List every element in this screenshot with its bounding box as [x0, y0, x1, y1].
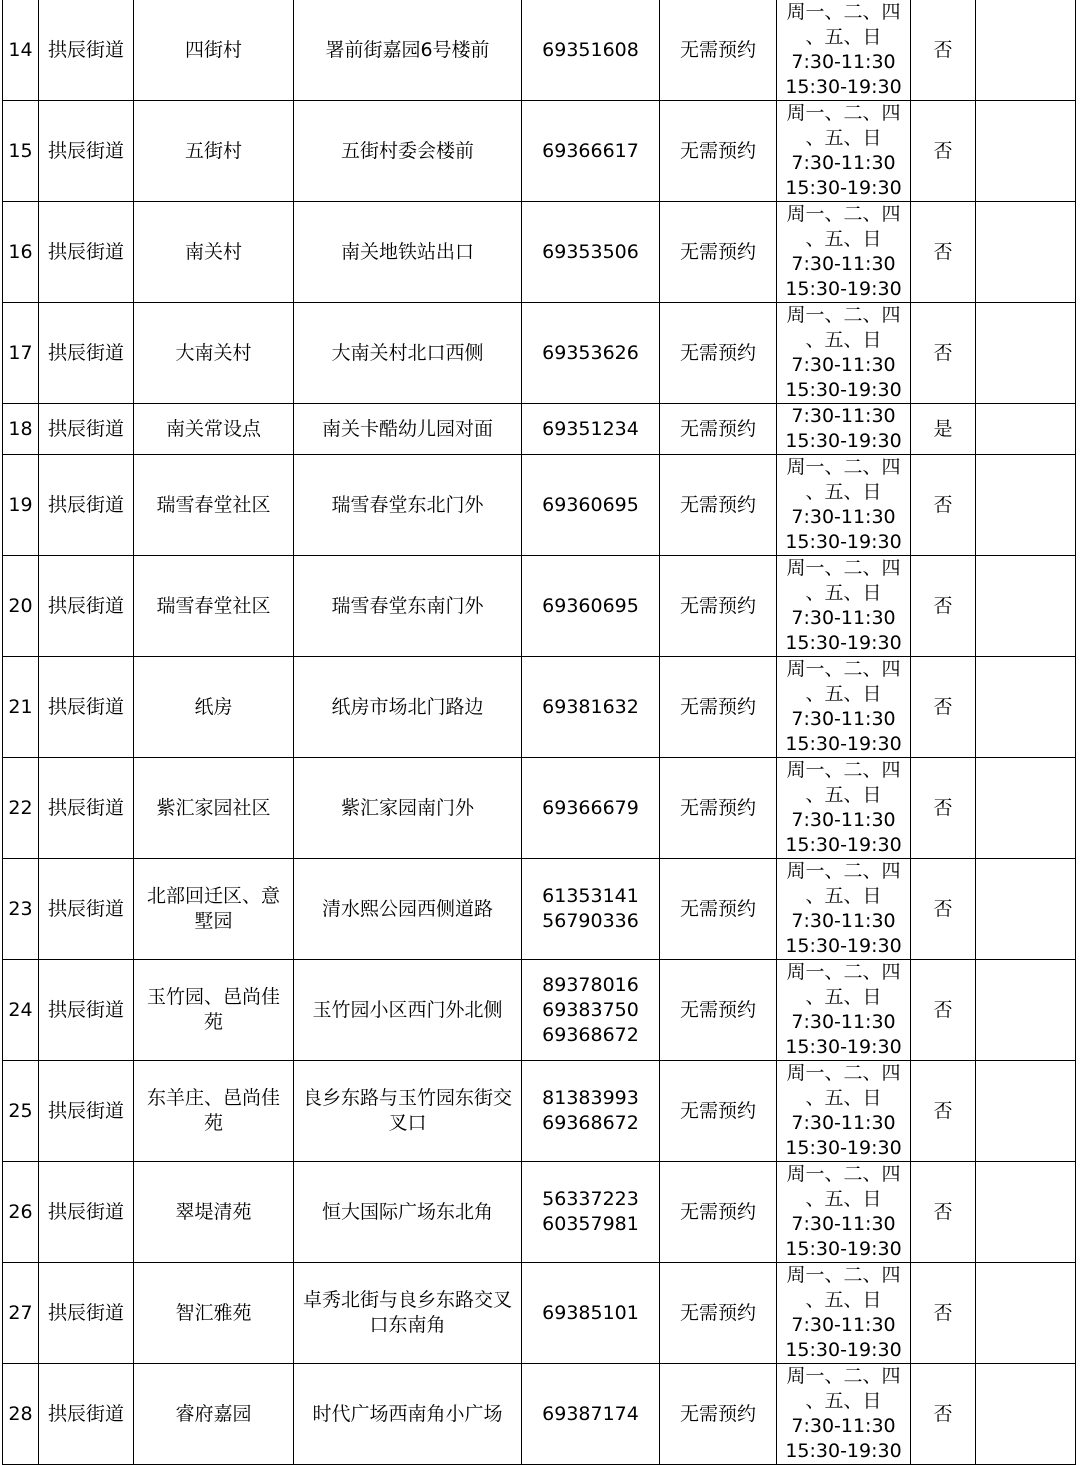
phone-cell-line: 69385101 — [542, 1301, 639, 1324]
phone-cell — [522, 0, 660, 101]
hours-cell — [777, 455, 911, 556]
phone-cell-line: 69366617 — [542, 139, 639, 162]
phone-cell — [522, 455, 660, 556]
hours-cell — [777, 101, 911, 202]
hours-cell-line: 7:30-11:30 — [791, 1415, 896, 1437]
phone-cell — [522, 556, 660, 657]
street-cell: 拱辰街道 — [39, 859, 134, 960]
phone-cell — [522, 202, 660, 303]
location-cell: 署前街嘉园6号楼前 — [294, 0, 522, 101]
row-number: 21 — [3, 657, 39, 758]
note-cell — [976, 455, 1076, 556]
hours-cell-line: 周一、二、四 — [786, 1163, 901, 1185]
street-cell: 拱辰街道 — [39, 556, 134, 657]
phone-cell-line: 61353141 — [542, 885, 639, 907]
hours-cell-line: 、五、日 — [805, 481, 882, 503]
hours-cell — [777, 1364, 911, 1465]
flag-cell: 否 — [911, 303, 976, 404]
community-cell: 瑞雪春堂社区 — [134, 455, 294, 556]
location-cell: 清水熙公园西侧道路 — [294, 859, 522, 960]
phone-cell-line: 69383750 — [542, 998, 639, 1021]
appointment-cell: 无需预约 — [660, 1364, 777, 1465]
hours-cell-line: 、五、日 — [805, 127, 882, 149]
community-cell: 瑞雪春堂社区 — [134, 556, 294, 657]
phone-cell-line: 69351608 — [542, 38, 639, 61]
location-cell: 五街村委会楼前 — [294, 101, 522, 202]
street-cell: 拱辰街道 — [39, 202, 134, 303]
table-row — [3, 1364, 1076, 1465]
row-number: 20 — [3, 556, 39, 657]
phone-cell-line: 69366679 — [542, 796, 639, 819]
table-row — [3, 1263, 1076, 1364]
flag-cell: 否 — [911, 455, 976, 556]
hours-cell-line: 7:30-11:30 — [791, 1213, 896, 1235]
hours-cell-line: 7:30-11:30 — [791, 51, 896, 73]
hours-cell-line: 7:30-11:30 — [791, 152, 896, 174]
community-cell: 南关常设点 — [134, 404, 294, 455]
flag-cell: 否 — [911, 1364, 976, 1465]
hours-cell-line: 周一、二、四 — [786, 557, 901, 579]
hours-cell-line: 7:30-11:30 — [791, 1112, 896, 1134]
row-number: 15 — [3, 101, 39, 202]
street-cell: 拱辰街道 — [39, 0, 134, 101]
table-row — [3, 1061, 1076, 1162]
phone-cell — [522, 404, 660, 455]
hours-cell-line: 7:30-11:30 — [791, 1011, 896, 1033]
phone-cell-line: 60357981 — [542, 1213, 639, 1235]
flag-cell: 否 — [911, 1162, 976, 1263]
hours-cell-line: 、五、日 — [805, 26, 882, 48]
hours-cell — [777, 303, 911, 404]
street-cell: 拱辰街道 — [39, 1364, 134, 1465]
hours-cell-line: 、五、日 — [805, 582, 882, 604]
hours-cell-line: 周一、二、四 — [786, 961, 901, 983]
community-cell: 大南关村 — [134, 303, 294, 404]
hours-cell-line: 7:30-11:30 — [791, 708, 896, 730]
phone-cell-line: 69381632 — [542, 695, 639, 718]
sites-table — [2, 0, 1076, 1465]
hours-cell-line: 周一、二、四 — [786, 1, 901, 23]
street-cell: 拱辰街道 — [39, 657, 134, 758]
phone-cell — [522, 1364, 660, 1465]
table-row — [3, 202, 1076, 303]
hours-cell-line: 、五、日 — [805, 329, 882, 351]
note-cell — [976, 202, 1076, 303]
row-number: 24 — [3, 960, 39, 1061]
appointment-cell: 无需预约 — [660, 960, 777, 1061]
location-cell: 南关卡酷幼儿园对面 — [294, 404, 522, 455]
location-cell: 良乡东路与玉竹园东街交叉口 — [294, 1061, 522, 1162]
row-number: 27 — [3, 1263, 39, 1364]
hours-cell — [777, 1061, 911, 1162]
hours-cell — [777, 1162, 911, 1263]
hours-cell-line: 周一、二、四 — [786, 759, 901, 781]
appointment-cell: 无需预约 — [660, 1162, 777, 1263]
hours-cell-line: 15:30-19:30 — [785, 1238, 902, 1260]
hours-cell-line: 15:30-19:30 — [785, 1440, 902, 1462]
hours-cell-line: 15:30-19:30 — [785, 379, 902, 401]
phone-cell-line: 69351234 — [542, 417, 639, 440]
location-cell: 南关地铁站出口 — [294, 202, 522, 303]
hours-cell-line: 15:30-19:30 — [785, 177, 902, 199]
hours-cell-line: 、五、日 — [805, 986, 882, 1008]
community-cell: 东羊庄、邑尚佳苑 — [134, 1061, 294, 1162]
hours-cell-line: 周一、二、四 — [786, 203, 901, 225]
phone-cell-line: 69360695 — [542, 493, 639, 516]
hours-cell-line: 15:30-19:30 — [785, 935, 902, 957]
hours-cell-line: 、五、日 — [805, 1289, 882, 1311]
street-cell: 拱辰街道 — [39, 1162, 134, 1263]
note-cell — [976, 404, 1076, 455]
phone-cell-line: 56790336 — [542, 910, 639, 932]
appointment-cell: 无需预约 — [660, 303, 777, 404]
appointment-cell: 无需预约 — [660, 101, 777, 202]
appointment-cell: 无需预约 — [660, 404, 777, 455]
phone-cell — [522, 101, 660, 202]
appointment-cell: 无需预约 — [660, 657, 777, 758]
hours-cell-line: 、五、日 — [805, 1087, 882, 1109]
hours-cell-line: 15:30-19:30 — [785, 733, 902, 755]
appointment-cell: 无需预约 — [660, 758, 777, 859]
hours-cell — [777, 657, 911, 758]
note-cell — [976, 859, 1076, 960]
row-number: 17 — [3, 303, 39, 404]
note-cell — [976, 556, 1076, 657]
phone-cell — [522, 1263, 660, 1364]
note-cell — [976, 960, 1076, 1061]
hours-cell-line: 7:30-11:30 — [791, 506, 896, 528]
community-cell: 睿府嘉园 — [134, 1364, 294, 1465]
table-row — [3, 758, 1076, 859]
phone-cell-line: 69387174 — [542, 1402, 639, 1425]
street-cell: 拱辰街道 — [39, 1263, 134, 1364]
community-cell: 智汇雅苑 — [134, 1263, 294, 1364]
location-cell: 瑞雪春堂东北门外 — [294, 455, 522, 556]
phone-cell-line: 69353506 — [542, 240, 639, 263]
hours-cell-line: 7:30-11:30 — [791, 809, 896, 831]
phone-cell — [522, 960, 660, 1061]
table-row — [3, 303, 1076, 404]
hours-cell-line: 15:30-19:30 — [785, 1339, 902, 1361]
hours-cell-line: 、五、日 — [805, 228, 882, 250]
flag-cell: 是 — [911, 404, 976, 455]
appointment-cell: 无需预约 — [660, 556, 777, 657]
table-body — [3, 0, 1076, 1465]
row-number: 18 — [3, 404, 39, 455]
hours-cell-line: 周一、二、四 — [786, 1365, 901, 1387]
row-number: 16 — [3, 202, 39, 303]
hours-cell-line: 15:30-19:30 — [785, 632, 902, 654]
phone-cell — [522, 859, 660, 960]
hours-cell-line: 15:30-19:30 — [785, 1137, 902, 1159]
flag-cell: 否 — [911, 0, 976, 101]
community-cell: 纸房 — [134, 657, 294, 758]
phone-cell-line: 69353626 — [542, 341, 639, 364]
hours-cell — [777, 1263, 911, 1364]
phone-cell-line: 89378016 — [542, 973, 639, 996]
flag-cell: 否 — [911, 202, 976, 303]
hours-cell-line: 、五、日 — [805, 1188, 882, 1210]
note-cell — [976, 0, 1076, 101]
appointment-cell: 无需预约 — [660, 455, 777, 556]
flag-cell: 否 — [911, 960, 976, 1061]
note-cell — [976, 758, 1076, 859]
row-number: 23 — [3, 859, 39, 960]
note-cell — [976, 1263, 1076, 1364]
hours-cell-line: 15:30-19:30 — [785, 531, 902, 553]
community-cell: 翠堤清苑 — [134, 1162, 294, 1263]
community-cell: 四街村 — [134, 0, 294, 101]
table-row — [3, 556, 1076, 657]
hours-cell — [777, 404, 911, 455]
hours-cell-line: 7:30-11:30 — [791, 253, 896, 275]
note-cell — [976, 657, 1076, 758]
appointment-cell: 无需预约 — [660, 859, 777, 960]
phone-cell-line: 69360695 — [542, 594, 639, 617]
hours-cell-line: 15:30-19:30 — [785, 76, 902, 98]
phone-cell — [522, 657, 660, 758]
appointment-cell: 无需预约 — [660, 1061, 777, 1162]
hours-cell-line: 周一、二、四 — [786, 304, 901, 326]
hours-cell-line: 7:30-11:30 — [791, 1314, 896, 1336]
street-cell: 拱辰街道 — [39, 455, 134, 556]
row-number: 26 — [3, 1162, 39, 1263]
phone-cell — [522, 1162, 660, 1263]
flag-cell: 否 — [911, 101, 976, 202]
flag-cell: 否 — [911, 1061, 976, 1162]
location-cell: 恒大国际广场东北角 — [294, 1162, 522, 1263]
hours-cell — [777, 0, 911, 101]
hours-cell-line: 周一、二、四 — [786, 102, 901, 124]
hours-cell-line: 15:30-19:30 — [785, 834, 902, 856]
phone-cell — [522, 1061, 660, 1162]
table-row — [3, 0, 1076, 101]
flag-cell: 否 — [911, 859, 976, 960]
location-cell: 瑞雪春堂东南门外 — [294, 556, 522, 657]
row-number: 19 — [3, 455, 39, 556]
street-cell: 拱辰街道 — [39, 1061, 134, 1162]
hours-cell-line: 周一、二、四 — [786, 658, 901, 680]
table-row — [3, 657, 1076, 758]
row-number: 14 — [3, 0, 39, 101]
appointment-cell: 无需预约 — [660, 1263, 777, 1364]
flag-cell: 否 — [911, 657, 976, 758]
note-cell — [976, 1162, 1076, 1263]
street-cell: 拱辰街道 — [39, 404, 134, 455]
hours-cell-line: 7:30-11:30 — [791, 354, 896, 376]
note-cell — [976, 101, 1076, 202]
row-number: 28 — [3, 1364, 39, 1465]
hours-cell — [777, 202, 911, 303]
phone-cell — [522, 303, 660, 404]
hours-cell — [777, 859, 911, 960]
phone-cell-line: 81383993 — [542, 1087, 639, 1109]
hours-cell-line: 周一、二、四 — [786, 456, 901, 478]
appointment-cell: 无需预约 — [660, 0, 777, 101]
phone-cell-line: 56337223 — [542, 1188, 639, 1210]
community-cell: 紫汇家园社区 — [134, 758, 294, 859]
hours-cell — [777, 960, 911, 1061]
table-row — [3, 101, 1076, 202]
street-cell: 拱辰街道 — [39, 303, 134, 404]
community-cell: 五街村 — [134, 101, 294, 202]
street-cell: 拱辰街道 — [39, 758, 134, 859]
location-cell: 玉竹园小区西门外北侧 — [294, 960, 522, 1061]
hours-cell-line: 周一、二、四 — [786, 1264, 901, 1286]
hours-cell-line: 、五、日 — [805, 885, 882, 907]
location-cell: 时代广场西南角小广场 — [294, 1364, 522, 1465]
community-cell: 北部回迁区、意墅园 — [134, 859, 294, 960]
table-row — [3, 960, 1076, 1061]
table-row — [3, 404, 1076, 455]
flag-cell: 否 — [911, 758, 976, 859]
hours-cell-line: 周一、二、四 — [786, 860, 901, 882]
appointment-cell: 无需预约 — [660, 202, 777, 303]
phone-cell — [522, 758, 660, 859]
table-row — [3, 455, 1076, 556]
hours-cell-line: 、五、日 — [805, 784, 882, 806]
hours-cell — [777, 758, 911, 859]
flag-cell: 否 — [911, 556, 976, 657]
hours-cell-line: 、五、日 — [805, 1390, 882, 1412]
hours-cell-line: 7:30-11:30 — [791, 607, 896, 629]
street-cell: 拱辰街道 — [39, 960, 134, 1061]
row-number: 25 — [3, 1061, 39, 1162]
phone-cell-line: 69368672 — [542, 1112, 639, 1134]
table-row — [3, 859, 1076, 960]
phone-cell-line: 69368672 — [542, 1023, 639, 1046]
hours-cell-line: 7:30-11:30 — [791, 405, 896, 427]
hours-cell-line: 、五、日 — [805, 683, 882, 705]
location-cell: 大南关村北口西侧 — [294, 303, 522, 404]
note-cell — [976, 1061, 1076, 1162]
row-number: 22 — [3, 758, 39, 859]
hours-cell-line: 周一、二、四 — [786, 1062, 901, 1084]
community-cell: 玉竹园、邑尚佳苑 — [134, 960, 294, 1061]
note-cell — [976, 303, 1076, 404]
street-cell: 拱辰街道 — [39, 101, 134, 202]
hours-cell-line: 7:30-11:30 — [791, 910, 896, 932]
hours-cell-line: 15:30-19:30 — [785, 430, 902, 452]
note-cell — [976, 1364, 1076, 1465]
community-cell: 南关村 — [134, 202, 294, 303]
hours-cell — [777, 556, 911, 657]
location-cell: 卓秀北街与良乡东路交叉口东南角 — [294, 1263, 522, 1364]
location-cell: 紫汇家园南门外 — [294, 758, 522, 859]
location-cell: 纸房市场北门路边 — [294, 657, 522, 758]
hours-cell-line: 15:30-19:30 — [785, 1036, 902, 1058]
flag-cell: 否 — [911, 1263, 976, 1364]
hours-cell-line: 15:30-19:30 — [785, 278, 902, 300]
table-row — [3, 1162, 1076, 1263]
